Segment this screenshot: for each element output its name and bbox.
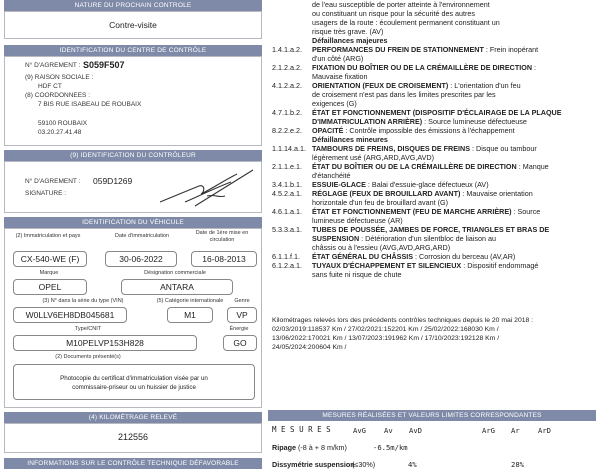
- centre-agrement-label: N° D'AGREMENT :: [25, 62, 81, 69]
- centre-raison-value: HDF CT: [38, 83, 62, 90]
- label-energie: Énergie: [229, 326, 249, 332]
- defect-code: 4.6.1.a.1.: [272, 207, 302, 216]
- defect-description: Mauvaise fixation: [312, 72, 368, 81]
- defect-heading: D'IMMATRICULATION ARRIÈRE): [312, 117, 423, 126]
- defect-code: 6.1.1.f.1.: [272, 252, 300, 261]
- defect-description: : L'orientation d'un feu: [448, 81, 521, 90]
- signature-image: [155, 166, 255, 210]
- defect-text-line: [312, 207, 540, 216]
- defect-heading: PERFORMANCES DU FREIN DE STATIONNEMENT: [312, 45, 484, 54]
- kilometrage-value: 212556: [117, 432, 149, 442]
- col-avd: AvD: [409, 426, 422, 435]
- defect-text-line: [312, 162, 549, 171]
- defect-text-line: [312, 234, 496, 243]
- centre-coord-label: (8) COORDONNEES :: [25, 92, 91, 99]
- field-vin: W0LLV6EH8DB045681: [13, 307, 127, 323]
- ripage-limit: (-8 à + 8 m/km): [298, 443, 347, 452]
- defect-heading: ÉTAT ET FONCTIONNEMENT (FEU DE MARCHE ARRIÈRE): [312, 207, 512, 216]
- defect-text-line: [312, 189, 533, 198]
- majeures-title: Défaillances majeures: [312, 36, 388, 45]
- field-genre: VP: [227, 307, 257, 323]
- defect-text-line: [312, 72, 368, 81]
- col-ard: ArD: [538, 426, 551, 435]
- km-history-line: 02/03/2019:118537 Km / 27/02/2021:152201 Km / 25/02/2022:168030 Km /: [272, 326, 499, 333]
- defect-description: d'un côté (ARG): [312, 54, 364, 63]
- defect-heading: OPACITÉ: [312, 126, 344, 135]
- kilometrage-box: [4, 423, 262, 453]
- defect-heading: FIXATION DU BOÎTIER OU DE LA CRÉMAILLÈRE DE DIRECTION: [312, 63, 533, 72]
- defect-heading: TUYAUX D'ÉCHAPPEMENT ET SILENCIEUX: [312, 261, 462, 270]
- dissym-value-front: 4%: [408, 460, 417, 469]
- defect-code: 2.1.2.a.2.: [272, 63, 302, 72]
- mineures-title: Défaillances mineures: [312, 135, 388, 144]
- km-history-line: 13/06/2022:170021 Km / 13/07/2023:191962 Km / 17/10/2023:192128 Km /: [272, 335, 500, 342]
- col-avg: AvG: [353, 426, 366, 435]
- defect-code: 1.4.1.a.2.: [272, 45, 302, 54]
- defect-description: sans fuite ni risque de chute: [312, 270, 402, 279]
- defect-code: 4.1.2.a.2.: [272, 81, 302, 90]
- field-energie: GO: [223, 335, 257, 351]
- controleur-agrement-value: 059D1269: [93, 176, 133, 186]
- defect-heading: SUSPENSION: [312, 234, 360, 243]
- label-categorie: (5) Catégorie internationale: [156, 298, 224, 304]
- defect-code: 4.5.2.a.1.: [272, 189, 302, 198]
- header-informations: INFORMATIONS SUR LE CONTRÔLE TECHNIQUE DÉFAVORABLE: [4, 458, 262, 469]
- field-designation: ANTARA: [121, 279, 233, 295]
- defect-text-line: [312, 153, 434, 162]
- defect-description: : Détérioration d'un silentbloc de liaison au: [359, 234, 496, 243]
- header-vehicule: IDENTIFICATION DU VÉHICULE: [4, 217, 262, 228]
- ripage-label: Ripage: [272, 443, 296, 452]
- signature-label: SIGNATURE :: [25, 190, 67, 197]
- col-arg: ArG: [482, 426, 495, 435]
- defect-text-line: [312, 108, 562, 117]
- field-date-1ere: 16-08-2013: [191, 251, 257, 267]
- km-history-line: 24/05/2024:200604 Km /: [272, 344, 347, 351]
- label-documents: (2) Documents présenté(s): [55, 354, 121, 360]
- header-controleur: (9) IDENTIFICATION DU CONTRÔLEUR: [4, 150, 262, 161]
- centre-box: [4, 56, 262, 146]
- defect-text-line: [312, 243, 450, 252]
- defect-heading: RÉGLAGE (FEUX DE BROUILLARD AVANT): [312, 189, 461, 198]
- label-type: Type/CNIT: [74, 326, 102, 332]
- defect-code: 2.1.1.e.1.: [272, 162, 302, 171]
- label-designation: Désignation commerciale: [144, 270, 206, 276]
- centre-address-line2: 59100 ROUBAIX: [38, 120, 88, 127]
- defect-description: : Contrôle impossible des émissions à l'échappement: [343, 126, 515, 135]
- col-av: Av: [384, 426, 393, 435]
- defect-text-line: [312, 63, 536, 72]
- mesures-table: [268, 421, 596, 470]
- vehicule-box: [4, 228, 262, 408]
- defect-code: 3.4.1.b.1.: [272, 180, 302, 189]
- defect-text-line: [312, 81, 521, 90]
- defect-text-line: [312, 216, 403, 225]
- next-control-box: [4, 11, 262, 39]
- defect-description: d'étanchéité: [312, 171, 351, 180]
- defect-text-line: [312, 117, 527, 126]
- defect-code: 6.1.2.a.1.: [272, 261, 302, 270]
- defect-description: châssis ou à l'essieu (AVG,AVD,ARG,ARD): [312, 243, 451, 252]
- defect-continuation-line: ou constituant un risque pour la sécurité des autres: [312, 9, 476, 18]
- dissym-value-rear: 28%: [511, 460, 524, 469]
- defect-description: de croisement n'est pas dans les limites prescrites par les: [312, 90, 496, 99]
- dissym-label: Dissymétrie suspension: [272, 460, 355, 469]
- defect-description: : Source: [511, 207, 541, 216]
- defect-description: : Manque: [516, 162, 549, 171]
- header-next-control: NATURE DU PROCHAIN CONTROLE: [4, 0, 262, 11]
- defect-heading: ÉTAT GÉNÉRAL DU CHÂSSIS: [312, 252, 414, 261]
- km-history-title: Kilométrages relevés lors des précédents contrôles techniques depuis le 20 mai 2018 :: [272, 317, 534, 324]
- documents-line1: Photocopie du certificat d'immatriculation visée par un: [60, 375, 208, 382]
- defect-heading: TAMBOURS DE FREINS, DISQUES DE FREINS: [312, 144, 471, 153]
- defect-description: : Dispositif endommagé: [461, 261, 539, 270]
- defect-code: 1.1.14.a.1.: [272, 144, 306, 153]
- defect-text-line: [312, 270, 402, 279]
- controleur-agrement-label: N° D'AGREMENT :: [25, 178, 81, 185]
- defect-description: lumineuse défectueuse (AR): [312, 216, 403, 225]
- defect-text-line: [312, 198, 448, 207]
- defect-heading: ÉTAT ET FONCTIONNEMENT (DISPOSITIF D'ÉCLAIRAGE DE LA PLAQUE: [312, 108, 562, 117]
- field-marque: OPEL: [13, 279, 87, 295]
- defect-text-line: [312, 126, 515, 135]
- header-centre: IDENTIFICATION DU CENTRE DE CONTRÔLE: [4, 45, 262, 56]
- centre-phone: 03.20.27.41.48: [38, 129, 82, 136]
- defect-description: : Disque ou tambour: [470, 144, 537, 153]
- defect-text-line: [312, 144, 537, 153]
- defect-description: horizontale d'un feu de brouillard avant (G): [312, 198, 449, 207]
- defect-description: : Frein inopérant: [483, 45, 539, 54]
- centre-agrement-value: S059F507: [83, 60, 125, 70]
- label-genre: Genre: [234, 298, 250, 304]
- defect-description: exigences (G): [312, 99, 357, 108]
- defect-heading: TUBES DE POUSSÉE, JAMBES DE FORCE, TRIANGLES ET BRAS DE: [312, 225, 550, 234]
- mesures-label: M E S U R E S: [272, 425, 331, 434]
- label-marque: Marque: [39, 270, 59, 276]
- defect-text-line: [312, 171, 351, 180]
- defect-description: : Mauvaise orientation: [460, 189, 533, 198]
- defect-text-line: [312, 45, 538, 54]
- label-date-immat: Date d'immatriculation: [114, 233, 170, 239]
- defect-description: : Corrosion du berceau (AV,AR): [413, 252, 516, 261]
- header-kilometrage: (4) KILOMÉTRAGE RELEVÉ: [4, 412, 262, 423]
- ripage-value: -6.5m/km: [373, 443, 408, 452]
- defect-description: :: [532, 63, 537, 72]
- defect-description: légèrement usé (ARG,ARD,AVG,AVD): [312, 153, 434, 162]
- defect-heading: ORIENTATION (FEUX DE CROISEMENT): [312, 81, 449, 90]
- field-categorie: M1: [167, 307, 213, 323]
- defect-description: : Balai d'essuie-glace défectueux (AV): [365, 180, 489, 189]
- field-date-immat: 30-06-2022: [105, 251, 177, 267]
- defect-heading: ÉTAT DU BOÎTIER OU DE LA CRÉMAILLÈRE DE DIRECTION: [312, 162, 517, 171]
- documents-line2: commissaire-priseur ou un huissier de justice: [72, 384, 196, 391]
- defect-text-line: [312, 99, 357, 108]
- defect-text-line: [312, 252, 515, 261]
- label-immatriculation: (2) Immatriculation et pays: [15, 233, 81, 239]
- defect-code: 4.7.1.b.2.: [272, 108, 302, 117]
- defect-continuation-line: risque très grave. (AV): [312, 27, 384, 36]
- defect-code: 5.3.3.a.1.: [272, 225, 302, 234]
- defect-continuation-line: usagers de la route : écoulement permanent constituant un: [312, 18, 500, 27]
- defect-continuation-line: de l'eau susceptible de porter atteinte à l'environnement: [312, 0, 490, 9]
- defect-code: 8.2.2.e.2.: [272, 126, 302, 135]
- centre-raison-label: (9) RAISON SOCIALE :: [25, 74, 94, 81]
- defect-text-line: [312, 90, 496, 99]
- defect-text-line: [312, 261, 538, 270]
- field-type: M10PELVP153H828: [13, 335, 197, 351]
- field-documents: [13, 364, 255, 400]
- controleur-box: [4, 161, 262, 213]
- defect-description: : Source lumineuse défectueuse: [422, 117, 527, 126]
- header-mesures: MESURES RÉALISÉES ET VALEURS LIMITES CORRESPONDANTES: [268, 410, 596, 421]
- label-date-1ere: Date de 1ère mise en circulation: [195, 230, 249, 243]
- defect-text-line: [312, 180, 489, 189]
- defect-text-line: [312, 54, 363, 63]
- defect-heading: ESSUIE-GLACE: [312, 180, 366, 189]
- field-immatriculation: CX-540-WE (F): [13, 251, 87, 267]
- dissym-limit: (≤30%): [352, 460, 376, 469]
- label-vin: (3) N° dans la série du type (VIN): [42, 298, 124, 304]
- col-ar: Ar: [511, 426, 520, 435]
- defect-text-line: [312, 225, 549, 234]
- centre-address-line1: 7 BIS RUE ISABEAU DE ROUBAIX: [38, 101, 142, 108]
- next-control-value: Contre-visite: [109, 20, 157, 30]
